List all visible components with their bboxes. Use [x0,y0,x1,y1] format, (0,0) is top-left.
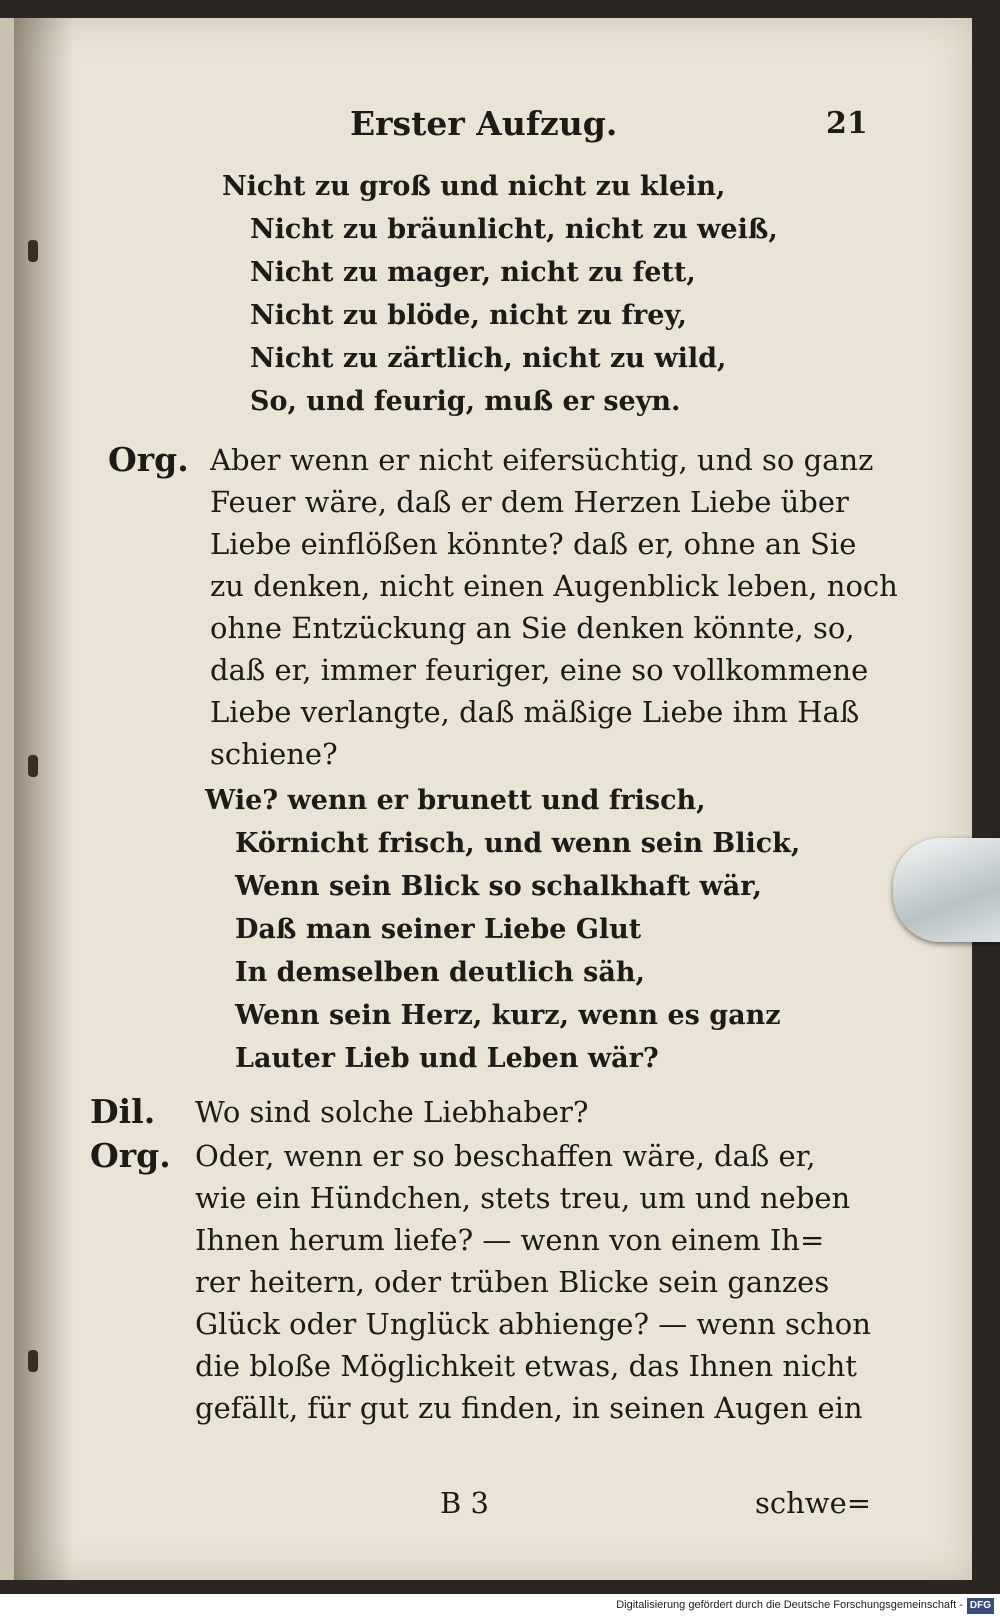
prose-line: rer heitern, oder trüben Blicke sein ganzes [195,1265,830,1299]
prose-line: wie ein Hündchen, stets treu, um und neben [195,1181,851,1215]
running-head: Erster Aufzug. [350,104,618,143]
footer-text: Digitalisierung gefördert durch die Deutsche Forschungsgemeinschaft - [616,1599,963,1611]
speaker-label: Org. [90,1136,171,1175]
prose-line: Glück oder Unglück abhienge? — wenn schon [195,1307,871,1341]
verse-line: Nicht zu bräunlicht, nicht zu weiß, [250,214,778,245]
prose-line: Feuer wäre, daß er dem Herzen Liebe über [210,485,849,519]
verse-line: So, und feurig, muß er seyn. [250,386,681,417]
verse-line: Körnicht frisch, und wenn sein Blick, [235,828,801,859]
prose-line: Wo sind solche Liebhaber? [195,1095,589,1129]
prose-line: die bloße Möglichkeit etwas, das Ihnen nicht [195,1349,857,1383]
dfg-logo: DFG [967,1598,994,1614]
verse-line: Wenn sein Blick so schalkhaft wär, [235,871,762,902]
signature-mark: B 3 [440,1486,489,1520]
digitization-footer [0,1594,1000,1617]
prose-line: Liebe einflößen könnte? daß er, ohne an Sie [210,527,857,561]
verse-line: Nicht zu groß und nicht zu klein, [222,171,726,202]
prose-line: daß er, immer feuriger, eine so vollkommene [210,653,869,687]
verse-line: Wie? wenn er brunett und frisch, [205,785,706,816]
verse-line: Lauter Lieb und Leben wär? [235,1043,659,1074]
prose-line: Oder, wenn er so beschaffen wäre, daß er, [195,1139,816,1173]
page-number: 21 [826,106,868,141]
prose-line: Ihnen herum liefe? — wenn von einem Ih= [195,1223,825,1257]
catchword: schwe= [755,1486,872,1520]
prose-line: gefällt, für gut zu finden, in seinen Augen ein [195,1391,863,1425]
speaker-label: Org. [108,440,189,479]
prose-line: ohne Entzückung an Sie denken könnte, so, [210,611,855,645]
verse-line: Wenn sein Herz, kurz, wenn es ganz [235,1000,781,1031]
prose-line: zu denken, nicht einen Augenblick leben, noch [210,569,898,603]
verse-line: Nicht zu mager, nicht zu fett, [250,257,696,288]
verse-line: Nicht zu blöde, nicht zu frey, [250,300,687,331]
speaker-label: Dil. [90,1092,156,1131]
verse-line: Daß man seiner Liebe Glut [235,914,642,945]
verse-line: In demselben deutlich säh, [235,957,645,988]
prose-line: Liebe verlangte, daß mäßige Liebe ihm Haß [210,695,860,729]
verse-line: Nicht zu zärtlich, nicht zu wild, [250,343,727,374]
prose-line: Aber wenn er nicht eifersüchtig, und so ganz [210,443,874,477]
prose-line: schiene? [210,737,338,771]
